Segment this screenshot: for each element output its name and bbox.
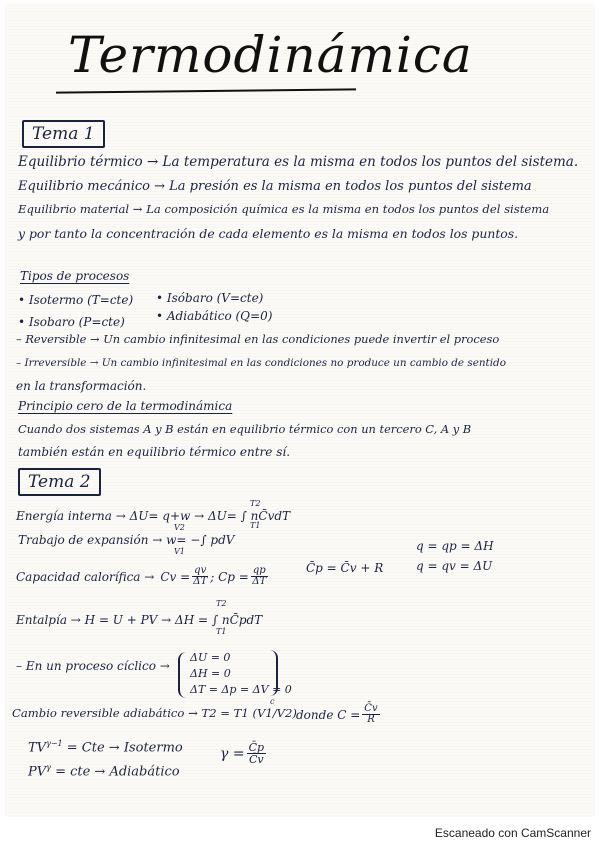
entalpia-upper-limit: T2 xyxy=(216,599,227,608)
capacidad-row xyxy=(16,566,270,587)
trabajo-lower-limit: V1 xyxy=(174,547,185,556)
gamma-numerator: C̄p xyxy=(248,741,265,754)
tema1-heading: Tema 1 xyxy=(22,120,105,148)
donde-row xyxy=(296,704,382,725)
tema1-line-1: Equilibrio térmico → La temperatura es la misma en todos los puntos del sistema. xyxy=(18,154,579,170)
tipo-adiabatico: • Adiabático (Q=0) xyxy=(156,309,273,323)
gamma-label: γ = xyxy=(220,745,245,762)
gamma-denominator: C̄v xyxy=(248,753,264,766)
tv-line xyxy=(28,740,183,754)
ciclico-line-2: ΔH = 0 xyxy=(190,667,231,680)
title-underline xyxy=(56,88,356,93)
cv-label: Cv = xyxy=(160,569,191,584)
entalpia-lower-limit: T1 xyxy=(216,627,227,636)
tipo-isotermo: • Isotermo (T=cte) xyxy=(18,293,134,307)
pv-base: PV xyxy=(28,764,47,780)
tema1-line-4: y por tanto la concentración de cada elemento es la misma en todos los puntos. xyxy=(18,226,519,241)
tipo-isocoro: • Isóbaro (V=cte) xyxy=(156,291,264,305)
cp-denominator: ΔT xyxy=(252,576,267,587)
pv-exponent: γ xyxy=(46,763,51,772)
cp-fraction xyxy=(251,566,268,587)
reversible-line: – Reversible → Un cambio infinitesimal en las condiciones puede invertir el proceso xyxy=(16,332,500,346)
ciclico-brace-right xyxy=(268,650,278,696)
donde-numerator: C̄v xyxy=(364,703,378,714)
donde-label: donde C = xyxy=(296,707,361,722)
q-equals-qv: q = qv = ΔU xyxy=(416,559,493,573)
cp-cv-relation: C̄p = C̄v + R xyxy=(306,561,384,575)
adiabatico-line: Cambio reversible adiabático → T2 = T1 (V1/V2) xyxy=(12,706,297,720)
trabajo-upper-limit: V2 xyxy=(174,523,185,532)
principio-line-1: Cuando dos sistemas A y B están en equilibrio térmico con un tercero C, A y B xyxy=(18,422,472,436)
ciclico-line-3: ΔT = Δp = ΔV = 0 xyxy=(190,683,292,696)
gamma-row xyxy=(220,742,268,765)
principio-heading: Principio cero de la termodinámica xyxy=(18,399,233,413)
donde-fraction xyxy=(362,704,379,725)
ciclico-brace-left xyxy=(178,652,188,698)
ciclico-label: – En un proceso cíclico → xyxy=(16,659,170,673)
energia-lower-limit: T1 xyxy=(250,521,261,530)
principio-line-2: también están en equilibrio térmico entre sí. xyxy=(18,445,291,459)
energia-upper-limit: T2 xyxy=(250,499,261,508)
cp-label: ; Cp = xyxy=(210,569,249,584)
adiabatico-exponent: c xyxy=(270,697,275,706)
cp-numerator: qp xyxy=(252,565,266,576)
capacidad-label: Capacidad calorífica → xyxy=(16,569,155,584)
energia-line: Energía interna → ΔU= q+w → ΔU= ∫ nC̄vdT xyxy=(16,509,291,523)
pv-line xyxy=(28,764,180,778)
irreversible-line-1: – Irreversible → Un cambio infinitesimal en las condiciones no produce un cambio de sentido xyxy=(16,357,506,369)
donde-denominator: R xyxy=(367,714,375,725)
tv-exponent: γ−1 xyxy=(46,739,63,748)
tipo-isobaro: • Isobaro (P=cte) xyxy=(18,315,125,329)
trabajo-line: Trabajo de expansión → w= −∫ pdV xyxy=(18,533,235,547)
cv-denominator: ΔT xyxy=(193,576,208,587)
tema1-line-3: Equilibrio material → La composición química es la misma en todos los puntos del sistema xyxy=(18,202,550,216)
gamma-fraction xyxy=(247,742,266,765)
notebook-page xyxy=(6,4,594,816)
tema2-heading: Tema 2 xyxy=(18,468,101,496)
irreversible-line-2: en la transformación. xyxy=(16,379,147,393)
entalpia-line: Entalpía → H = U + PV → ΔH = ∫ nC̄pdT xyxy=(16,613,263,627)
tv-rest: = Cte → Isotermo xyxy=(66,740,183,756)
ciclico-line-1: ΔU = 0 xyxy=(190,651,231,664)
scanner-watermark: Escaneado con CamScanner xyxy=(434,826,591,840)
cv-numerator: qv xyxy=(194,565,207,576)
q-equals-qp: q = qp = ΔH xyxy=(416,539,494,553)
tv-base: TV xyxy=(28,740,47,756)
cv-fraction xyxy=(192,566,208,587)
tema1-line-2: Equilibrio mecánico → La presión es la misma en todos los puntos del sistema xyxy=(18,179,532,194)
page-title: Termodinámica xyxy=(68,26,473,84)
pv-rest: = cte → Adiabático xyxy=(55,764,180,780)
tipos-heading: Tipos de procesos xyxy=(20,269,130,283)
